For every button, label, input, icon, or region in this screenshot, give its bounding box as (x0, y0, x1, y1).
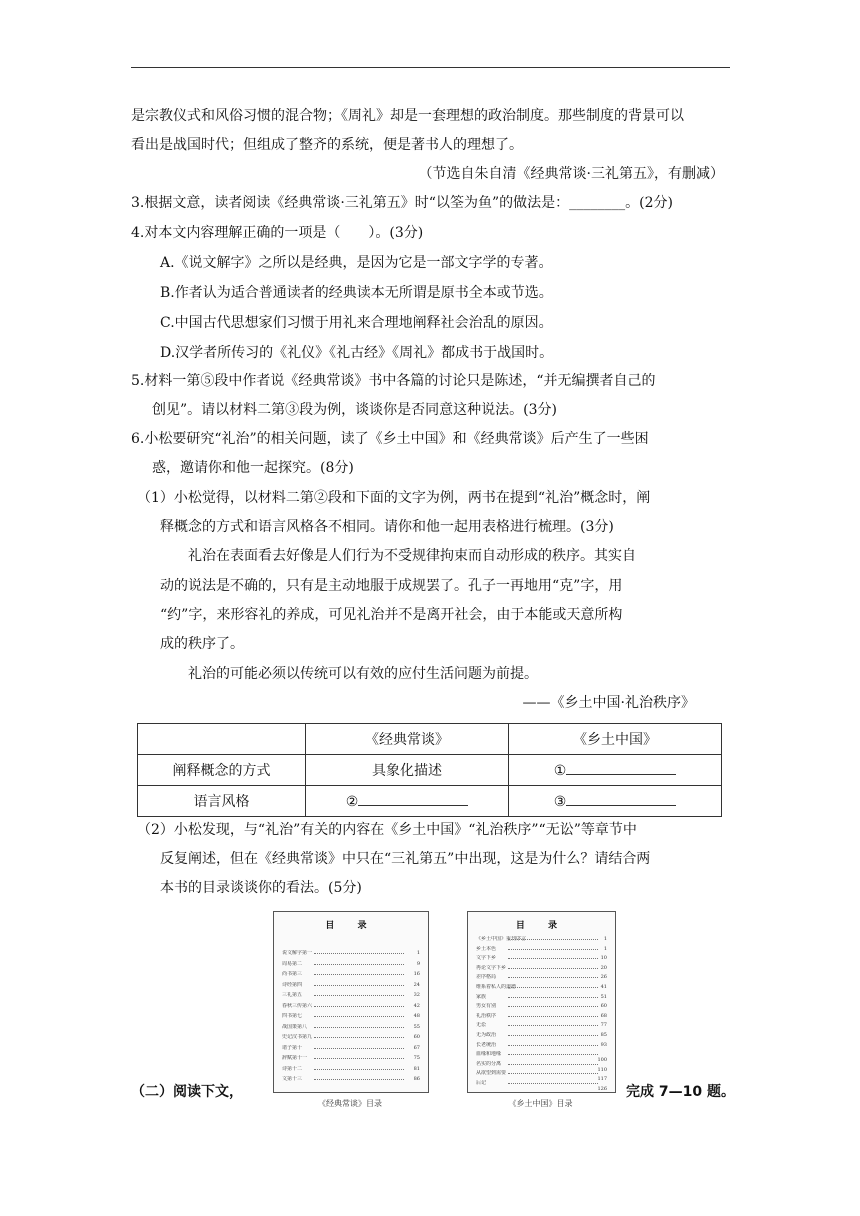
toc-entry-title: 四书第七 (282, 1013, 303, 1019)
toc-caption: 《经典常谈》目录 (318, 1099, 382, 1108)
toc-entry (282, 1003, 420, 1009)
toc-entry (476, 1042, 607, 1048)
toc-entry-title: 血缘和地缘 (476, 1051, 502, 1058)
toc-entry-title: 乡土本色 (476, 945, 497, 952)
quote-line: 动的说法是不确的，只有是主动地服于成规罢了。孔子一再地用“克”字，用 (160, 578, 623, 594)
toc-leader (508, 1042, 598, 1046)
toc-entry-page: 100 (597, 1057, 607, 1064)
toc-entry-title: 家族 (476, 993, 487, 1000)
question-6-1: （1）小松觉得，以材料二第②段和下面的文字为例，两书在提到“礼治”概念时，阐 (137, 490, 651, 506)
toc-entry-title: 辞赋第十一 (282, 1055, 308, 1061)
toc-entry-page: 41 (600, 984, 607, 990)
section-heading-left: （二）阅读下文， (131, 1084, 243, 1100)
toc-entry (476, 994, 607, 1000)
toc-entry-title: 男女有别 (476, 1003, 497, 1010)
toc-entry-page: 9 (416, 960, 420, 967)
question-6-2-cont: 反复阐述，但在《经典常谈》中只在“三礼第五”中出现，这是为什么？请结合两 (160, 851, 651, 867)
question-6-2-cont: 本书的目录谈谈你的看法。(5分) (160, 880, 362, 896)
toc-entry-page: 42 (413, 1002, 420, 1009)
toc-entry-page: 110 (597, 1066, 607, 1073)
answer-blank (566, 793, 676, 806)
toc-entry (476, 984, 607, 990)
toc-entry (476, 955, 607, 961)
toc-entry-title: 诗经第四 (282, 981, 303, 988)
toc-entry-page: 60 (413, 1034, 420, 1040)
toc-leader (508, 1003, 598, 1007)
toc-entry (476, 1080, 607, 1092)
paragraph-line: 是宗教仪式和风俗习惯的混合物；《周礼》却是一套理想的政治制度。那些制度的背景可以 (131, 108, 684, 124)
question-6-1-cont: 释概念的方式和语言风格各不相同。请你和他一起用表格进行梳理。(3分) (160, 519, 614, 535)
answer-blank (566, 762, 676, 775)
question-6: 6.小松要研究“礼治”的相关问题，读了《乡土中国》和《经典常谈》后产生了一些困 (131, 431, 649, 447)
toc-leader (314, 971, 404, 975)
toc-entry (282, 1055, 420, 1061)
toc-leader (508, 946, 598, 950)
table-header-row (138, 724, 722, 755)
toc-entry (476, 1013, 607, 1019)
comparison-table (137, 723, 722, 817)
toc-entry-page: 117 (597, 1076, 607, 1083)
toc-leader (508, 965, 598, 969)
quote-line: 礼治在表面看去好像是人们行为不受规律拘束而自动形成的秩序。其实自 (188, 548, 636, 564)
toc-entry-page: 10 (600, 955, 607, 962)
toc-leader (314, 950, 404, 954)
toc-leader (508, 936, 598, 940)
toc-entry (476, 946, 607, 952)
toc-entry-page: 60 (600, 1003, 607, 1010)
toc-leader (508, 1013, 598, 1017)
toc-entry-title: 春秋三传第六 (282, 1002, 313, 1009)
toc-entry-title: 史记汉书第九 (282, 1034, 313, 1040)
paragraph-line: 看出是战国时代；但组成了整齐的系统，便是著书人的理想了。 (131, 137, 523, 153)
toc-entry (476, 1003, 607, 1009)
toc-image-classics (273, 911, 429, 1093)
toc-entry-title: 无讼 (476, 1022, 487, 1029)
toc-entry-title: 文第十三 (282, 1076, 303, 1082)
quote-line: 成的秩序了。 (160, 636, 244, 652)
toc-leader (314, 1024, 404, 1028)
table-header-cell: 《经典常谈》 (306, 724, 509, 755)
toc-leader (314, 1034, 404, 1038)
toc-leader (508, 1051, 598, 1055)
toc-entry (282, 992, 420, 998)
toc-caption: 《乡土中国》目录 (508, 1099, 573, 1108)
quote-line: “约”字，来形容礼的养成，可见礼治并不是离开社会，由于本能或天意所构 (160, 607, 623, 623)
toc-entry-page: 55 (413, 1023, 420, 1030)
toc-leader (314, 1066, 404, 1070)
toc-leader (508, 1032, 598, 1036)
toc-entry-page: 1 (603, 936, 607, 942)
source-citation: （节选自朱自清《经典常谈·三礼第五》，有删减） (418, 166, 724, 182)
option-d: D.汉学者所传习的《礼仪》《礼古经》《周礼》都成书于战国时。 (160, 345, 554, 361)
toc-leader (508, 1022, 598, 1026)
toc-entry-title: 《乡土中国》重刊序言 (476, 936, 527, 942)
toc-entry-page: 93 (600, 1041, 607, 1048)
toc-entry-page: 85 (600, 1032, 607, 1038)
toc-entry-page: 26 (600, 974, 607, 981)
toc-entry-title: 后记 (476, 1080, 487, 1086)
toc-title: 目 录 (325, 921, 377, 931)
toc-entry (282, 1045, 420, 1051)
table-row (138, 755, 722, 786)
question-5: 5.材料一第⑤段中作者说《经典常谈》书中各篇的讨论只是陈述，“并无编撰者自己的 (131, 373, 656, 389)
answer-marker: ③ (553, 793, 567, 810)
toc-entry-page: 126 (597, 1086, 607, 1092)
toc-entry-page: 68 (600, 1012, 607, 1019)
toc-entry-title: 长老统治 (476, 1041, 497, 1048)
toc-entry (282, 971, 420, 977)
answer-blank-cell (509, 786, 722, 817)
toc-entry-title: 维系着私人的道德 (476, 984, 517, 990)
table-cell: 语言风格 (138, 786, 306, 817)
toc-entry (282, 1034, 420, 1040)
header-rule (131, 67, 730, 68)
toc-leader (508, 1080, 598, 1084)
toc-entry (476, 974, 607, 980)
toc-entry-title: 文字下乡 (476, 955, 497, 962)
toc-leader (508, 994, 598, 998)
table-row (138, 786, 722, 817)
toc-entry-page: 16 (413, 971, 420, 977)
toc-entry (282, 1076, 420, 1082)
toc-entry-page: 81 (413, 1065, 420, 1072)
toc-entry-title: 周易第二 (282, 960, 303, 967)
toc-leader (314, 1045, 404, 1049)
toc-entry-page: 51 (600, 993, 607, 1000)
toc-entry-page: 48 (413, 1013, 420, 1019)
toc-image-rural-china (467, 911, 616, 1093)
toc-leader (314, 1003, 404, 1007)
toc-entry-title: 战国策第八 (282, 1023, 308, 1030)
toc-entry-page: 77 (600, 1022, 607, 1029)
answer-marker: ② (345, 793, 359, 810)
toc-entry-page: 75 (413, 1055, 420, 1061)
toc-entry-title: 名实的分离 (476, 1060, 502, 1067)
toc-entry (282, 950, 420, 956)
toc-entry-title: 说文解字第一 (282, 950, 313, 956)
toc-leader (314, 982, 404, 986)
option-b: B.作者认为适合普通读者的经典读本无所谓是原书全本或节选。 (160, 285, 553, 301)
toc-entry-title: 无为政治 (476, 1032, 497, 1038)
toc-leader (508, 974, 598, 978)
toc-leader (508, 1061, 598, 1065)
answer-blank (358, 793, 468, 806)
answer-blank-cell (306, 786, 509, 817)
toc-entry (476, 936, 607, 942)
toc-entry (476, 1022, 607, 1028)
table-cell: 具象化描述 (306, 755, 509, 786)
toc-leader (314, 992, 404, 996)
toc-entry (282, 1024, 420, 1030)
toc-leader (314, 961, 404, 965)
toc-title: 目 录 (515, 921, 568, 931)
toc-leader (508, 955, 598, 959)
toc-leader (314, 1013, 404, 1017)
table-header-cell: 《乡土中国》 (509, 724, 722, 755)
toc-entry-title: 尚书第三 (282, 971, 303, 977)
toc-entry-page: 67 (413, 1044, 420, 1051)
quote-line: 礼治的可能必须以传统可以有效的应付生活问题为前提。 (188, 666, 538, 682)
toc-entry (282, 961, 420, 967)
toc-entry-page: 32 (413, 992, 420, 998)
toc-entry-title: 诸子第十 (282, 1044, 303, 1051)
option-c: C.中国古代思想家们习惯于用礼来合理地阐释社会治乱的原因。 (160, 315, 553, 331)
toc-leader (314, 1055, 404, 1059)
quote-source: ——《乡土中国·礼治秩序》 (522, 695, 695, 711)
question-6-2: （2）小松发现，与“礼治”有关的内容在《乡土中国》“礼治秩序”“无讼”等章节中 (137, 822, 637, 838)
toc-entry-title: 三礼第五 (282, 992, 303, 998)
toc-entry-page: 20 (600, 964, 607, 971)
toc-entry-page: 86 (413, 1076, 420, 1082)
answer-blank-cell (509, 755, 722, 786)
toc-entry (476, 965, 607, 971)
toc-entry (282, 982, 420, 988)
question-6-cont: 惑，邀请你和他一起探究。(8分) (152, 460, 354, 476)
toc-entry (476, 1032, 607, 1038)
option-a: A.《说文解字》之所以是经典，是因为它是一部文字学的专著。 (160, 255, 553, 271)
question-5-cont: 创见”。请以材料二第③段为例，谈谈你是否同意这种说法。(3分) (152, 402, 557, 418)
toc-entry-title: 从欲望到需要 (476, 1070, 507, 1077)
toc-entry (282, 1013, 420, 1019)
question-4: 4.对本文内容理解正确的一项是（ ）。(3分) (131, 225, 424, 241)
toc-entry-page: 24 (413, 981, 420, 988)
section-heading-right: 完成 7—10 题。 (626, 1084, 735, 1100)
table-cell (138, 724, 306, 755)
answer-marker: ① (553, 762, 567, 779)
toc-leader (508, 1070, 598, 1074)
toc-entry-title: 诗第十二 (282, 1065, 303, 1072)
question-3: 3.根据文意，读者阅读《经典常谈·三礼第五》时“以筌为鱼”的做法是：________。(2分) (131, 195, 673, 211)
toc-entry-title: 礼治秩序 (476, 1012, 497, 1019)
toc-entry-page: 1 (416, 950, 420, 956)
toc-leader (314, 1076, 404, 1080)
toc-entry-title: 再论文字下乡 (476, 964, 507, 971)
toc-leader (508, 984, 598, 988)
toc-entry-title: 差序格局 (476, 974, 497, 981)
toc-entry-page: 1 (603, 945, 607, 952)
table-cell: 阐释概念的方式 (138, 755, 306, 786)
toc-entry (282, 1066, 420, 1072)
